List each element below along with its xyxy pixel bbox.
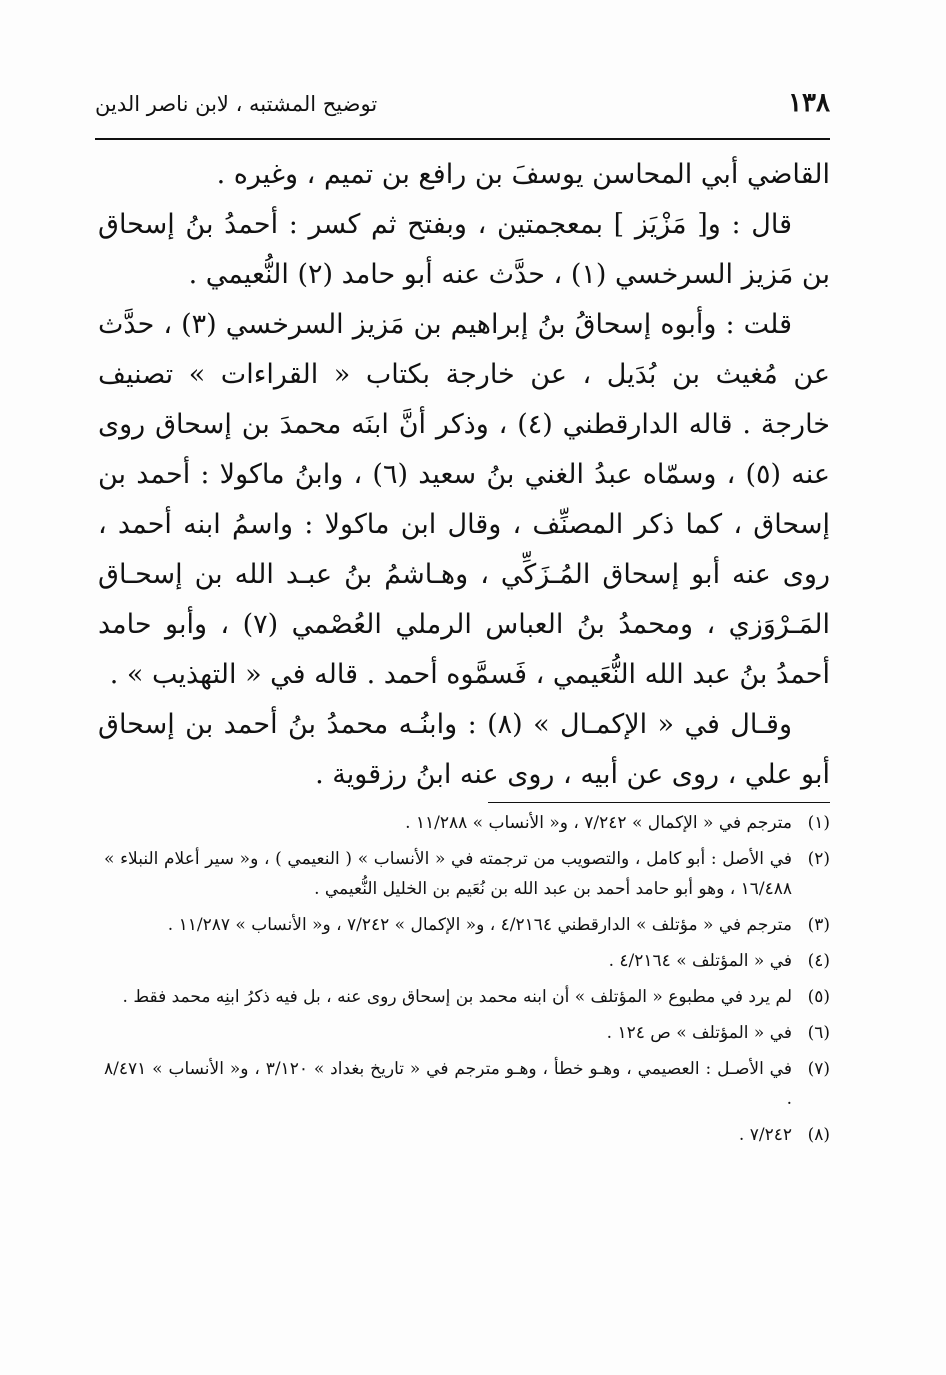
footnote — [104, 844, 830, 904]
footnote — [104, 982, 830, 1012]
footnote-number: (٧) — [807, 1059, 830, 1079]
footnote-text: لم يرد في مطبوع « المؤتلف » أن ابنه محمد بن إسحاق روى عنه ، بل فيه ذكرُ ابنِه محمد فقط . — [122, 987, 792, 1007]
header-rule — [95, 138, 830, 140]
running-title: توضيح المشتبه ، لابن ناصر الدين — [95, 92, 378, 116]
footnote-text: ٧/٢٤٢ . — [738, 1125, 792, 1145]
footnote — [104, 946, 830, 976]
footnote-number: (١) — [807, 813, 830, 833]
footnote-text: في « المؤتلف » ٤/٢١٦٤ . — [608, 951, 792, 971]
footnote-text: مترجم في « مؤتلف » الدارقطني ٤/٢١٦٤ ، و« الإكمال » ٧/٢٤٢ ، و« الأنساب » ١١/٢٨٧ . — [167, 915, 792, 935]
footnote-number: (٨) — [807, 1125, 830, 1145]
footnote — [104, 808, 830, 838]
footnote-number: (٥) — [807, 987, 830, 1007]
page-header — [95, 88, 830, 130]
paragraph: القاضي أبي المحاسن يوسفَ بن رافع بن تميم ، وغيره . — [216, 159, 830, 190]
footnote-separator — [488, 802, 830, 803]
footnote-text: مترجم في « الإكمال » ٧/٢٤٢ ، و« الأنساب » ١١/٢٨٨ . — [405, 813, 792, 833]
footnote-text: في « المؤتلف » ص ١٢٤ . — [606, 1023, 792, 1043]
footnote-number: (٦) — [807, 1023, 830, 1043]
footnote-text: في الأصل : أبو كامل ، والتصويب من ترجمته في « الأنساب » ( النعيمي ) ، و« سير أعلام النبلاء » ١٦/٤٨٨ ، وهو أبو حامد أحمد بن عبد الله بن نُعَيم بن الخليل النُّعيمي . — [104, 849, 792, 899]
footnote — [104, 1054, 830, 1114]
paragraph: قال : و[ مَزْيَز ] بمعجمتين ، وبفتح ثم كسر : أحمدُ بنُ إسحاق بن مَزيز السرخسي (١) ، حدَّث عنه أبو حامد (٢) النُّعيمي . — [98, 209, 830, 290]
footnote-number: (٣) — [807, 915, 830, 935]
footnote-number: (٢) — [807, 849, 830, 869]
page-number: ١٣٨ — [788, 88, 830, 118]
footnote — [104, 1018, 830, 1048]
footnote-text: في الأصـل : العصيمي ، وهـو خطأ ، وهـو مترجم في « تاريخ بغداد » ٣/١٢٠ ، و« الأنساب » ٨/٤٧١ . — [104, 1059, 792, 1109]
footnotes — [104, 808, 830, 1156]
main-text — [98, 150, 830, 800]
paragraph: قلت : وأبوه إسحاقُ بنُ إبراهيم بن مَزيز السرخسي (٣) ، حدَّث عن مُغيث بن بُدَيل ، عن خارجة بكتاب « القراءات » تصنيف خارجة . قاله الدارقطني (٤) ، وذكر أنَّ ابنَه محمدَ بن إسحاق روى عنه (٥) ، وسمّاه عبدُ الغني بنُ سعيد (٦) ، وابنُ ماكولا : أحمد بن إسحاق ، كما ذكر المصنِّف ، وقال ابن ماكولا : واسمُ ابنه أحمد ، روى عنه أبو إسحاق المُـزَكِّي ، وهـاشمُ بنُ عبـد الله بن إسحـاق المَـرْوَزي ، ومحمدُ بنُ العباس الرملي العُصْمي (٧) ، وأبو حامد أحمدُ بنُ عبد الله النُّعَيمي ، فَسمَّوه أحمد . قاله في « التهذيب » . — [98, 309, 830, 690]
footnote — [104, 1120, 830, 1150]
footnote — [104, 910, 830, 940]
footnote-number: (٤) — [807, 951, 830, 971]
paragraph: وقـال في « الإكمـال » (٨) : وابنُـه محمدُ بنُ أحمد بن إسحاق أبو علي ، روى عن أبيه ، روى عنه ابنُ رزقوية . — [98, 709, 830, 790]
